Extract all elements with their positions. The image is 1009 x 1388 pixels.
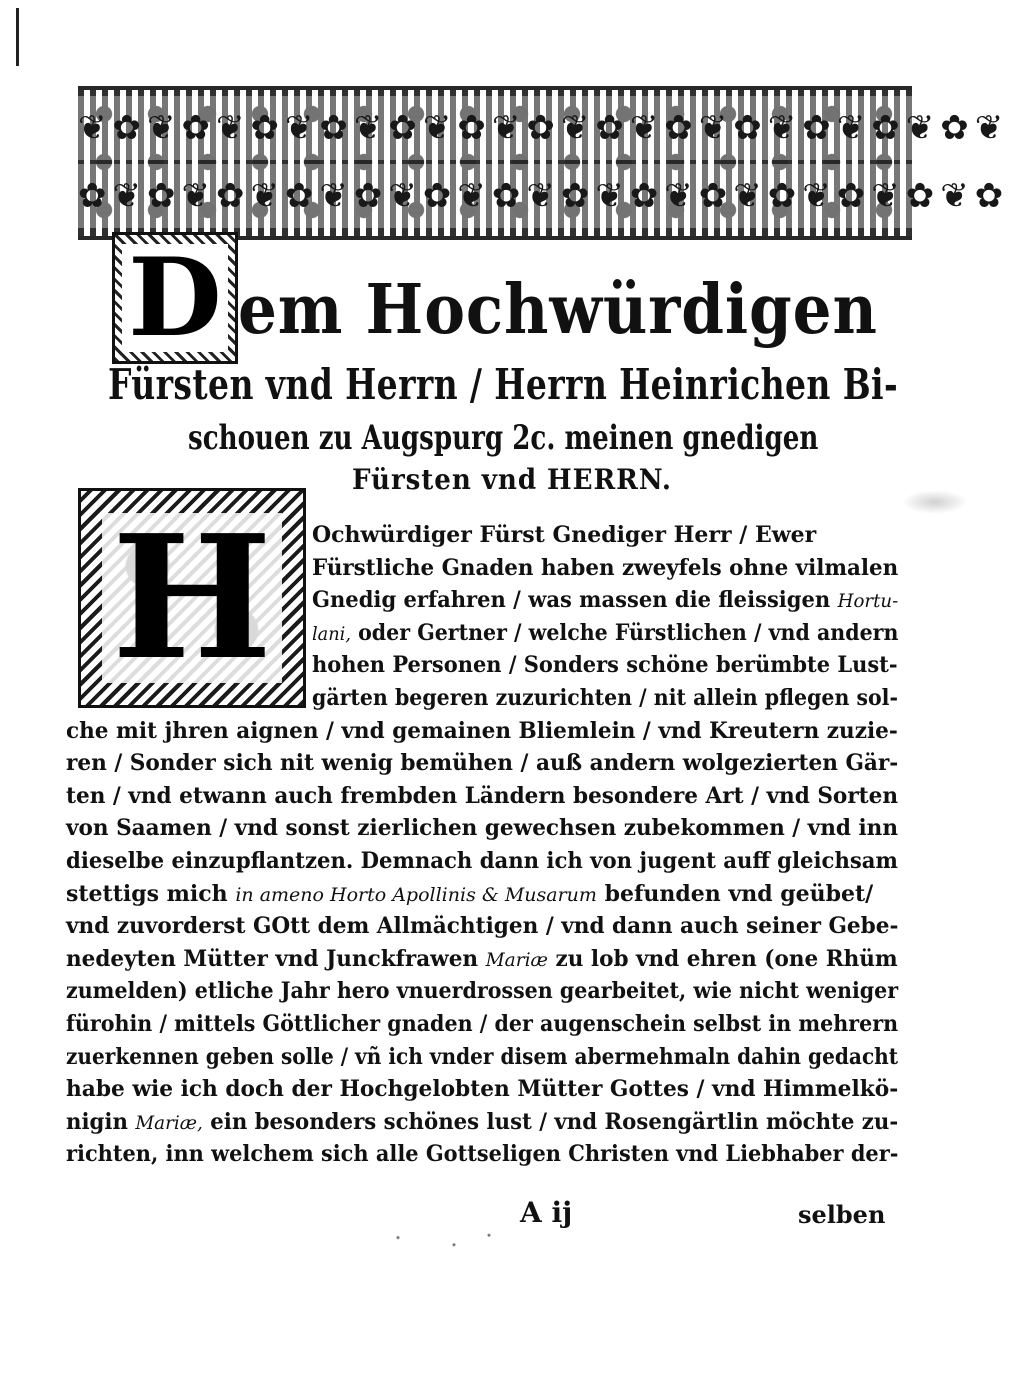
text-run: befunden vnd geübet/ — [596, 880, 874, 907]
text-run: nedeyten Mütter vnd Junckfrawen — [66, 945, 486, 972]
text-line — [312, 618, 899, 649]
text-run: oder Gertner / welche Fürstlichen / vnd andern — [350, 619, 899, 646]
ornamental-border-band — [78, 86, 1009, 240]
italic-phrase: Mariæ — [485, 948, 549, 971]
text-run: habe wie ich doch der Hochgelobten Mütter Gottes / vnd Himmelkö- — [66, 1076, 899, 1103]
ornament-row-top: ❦✿❦✿❦✿❦✿❦✿❦✿❦✿❦✿❦✿❦✿❦✿❦✿❦✿❦ — [78, 96, 912, 160]
text-run: zumelden) etliche Jahr hero vnuerdrossen gearbeitet, wie nicht weniger — [66, 978, 899, 1005]
title-line-1: em Hochwürdigen — [238, 270, 878, 350]
text-line — [66, 1139, 899, 1169]
text-line — [66, 1009, 899, 1039]
title-decorated-initial: D — [112, 232, 238, 364]
text-run: fürohin / mittels Göttlicher gnaden / der augenschein selbst in mehrern — [66, 1011, 899, 1037]
text-run: ten / vnd etwann auch frembden Ländern besondere Art / vnd Sorten — [66, 782, 899, 809]
text-run: gärten begeren zuzurichten / nit allein pflegen sol- — [312, 685, 898, 711]
text-run: von Saamen / vnd sonst zierlichen gewechsen zubekommen / vnd inn — [66, 815, 899, 842]
text-run: ein besonders schönes lust / vnd Rosengärtlin möchte zu- — [202, 1108, 899, 1135]
text-line — [66, 1107, 899, 1138]
ornament-row-bottom: ✿❦✿❦✿❦✿❦✿❦✿❦✿❦✿❦✿❦✿❦✿❦✿❦✿❦✿ — [78, 164, 912, 228]
text-line — [312, 585, 899, 616]
catchword: selben — [798, 1200, 886, 1229]
text-run: zuerkennen geben solle / vñ ich vnder disem abermehmaln dahin gedacht — [66, 1043, 899, 1070]
text-run: Ochwürdiger Fürst Gnediger Herr / Ewer — [312, 522, 817, 548]
text-line — [66, 1074, 899, 1104]
text-line — [312, 520, 898, 550]
text-line — [66, 813, 899, 843]
text-run: Gnedig erfahren / was massen die fleissigen — [312, 587, 838, 614]
ink-specks — [370, 1228, 510, 1252]
text-line — [312, 683, 898, 713]
text-run: ren / Sonder sich nit wenig bemühen / auß andern wolgezierten Gär- — [66, 750, 899, 777]
text-run: stettigs mich — [66, 880, 236, 907]
title-line-4: Fürsten vnd HERRN. — [352, 463, 672, 496]
text-line — [66, 879, 898, 910]
text-run: dieselbe einzupflantzen. Demnach dann ich von jugent auff gleichsam — [66, 848, 898, 874]
text-run: che mit jhren aignen / vnd gemainen Bliemlein / vnd Kreutern zuzie- — [66, 717, 898, 744]
text-line — [66, 911, 899, 941]
title-line-3: schouen zu Augspurg 2c. meinen gnedigen — [188, 418, 819, 458]
italic-phrase: Mariæ, — [135, 1111, 203, 1134]
text-run: richten, inn welchem sich alle Gottseligen Christen vnd Liebhaber der- — [66, 1141, 899, 1168]
text-run: zu lob vnd ehren (one Rhüm — [548, 945, 898, 972]
italic-phrase: lani, — [312, 622, 351, 645]
text-run: hohen Personen / Sonders schöne berümbte Lust- — [312, 652, 898, 679]
text-line — [66, 846, 898, 876]
text-line — [312, 553, 899, 583]
title-line-2: Fürsten vnd Herrn / Herrn Heinrichen Bi- — [108, 360, 899, 409]
text-line — [66, 716, 898, 746]
ink-smudge — [902, 490, 968, 514]
text-run: nigin — [66, 1108, 136, 1135]
page-edge-line — [16, 8, 19, 66]
italic-phrase: in ameno Horto Apollinis & Musarum — [235, 883, 597, 906]
text-line — [66, 748, 899, 778]
text-run: vnd zuvorderst GOtt dem Allmächtigen / vnd dann auch seiner Gebe- — [66, 913, 899, 940]
body-decorated-initial: H — [78, 488, 306, 708]
text-run: Fürstliche Gnaden haben zweyfels ohne vilmalen — [312, 554, 899, 581]
signature-mark: A ij — [520, 1196, 573, 1229]
text-line — [66, 1042, 899, 1072]
text-line — [312, 650, 898, 680]
text-line — [66, 976, 899, 1006]
text-line — [66, 781, 899, 811]
text-line — [66, 944, 898, 975]
italic-phrase: Hortu- — [837, 590, 899, 613]
